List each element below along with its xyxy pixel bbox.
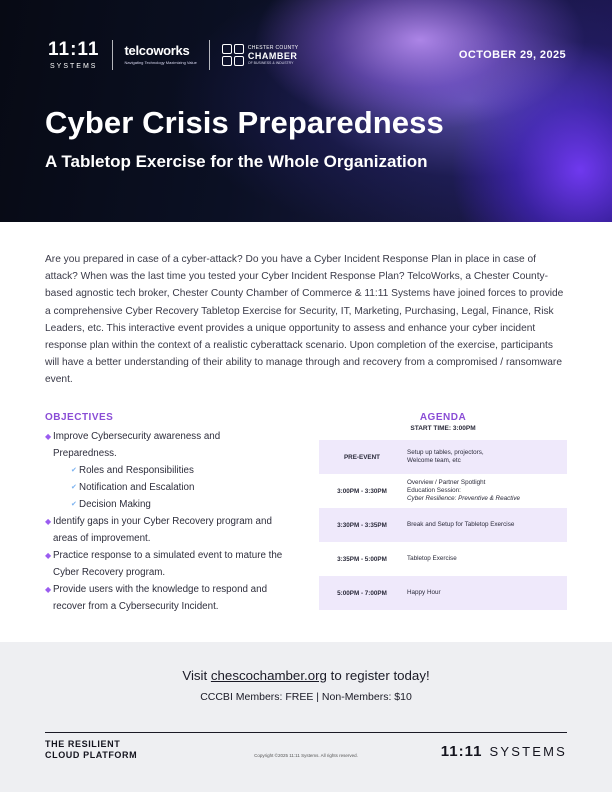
register-link[interactable]: chescochamber.org bbox=[210, 668, 327, 683]
chamber-sub-text: OF BUSINESS & INDUSTRY bbox=[247, 60, 294, 65]
agenda-row bbox=[319, 576, 567, 610]
diamond-bullet-icon: ◆ bbox=[45, 551, 52, 560]
pricing-text: CCCBI Members: FREE | Non-Members: $10 bbox=[200, 691, 412, 703]
objective-sub-item bbox=[53, 462, 285, 479]
agenda-time: 3:35PM - 5:00PM bbox=[337, 555, 387, 563]
cta-suffix: to register today! bbox=[326, 668, 430, 683]
logo-divider bbox=[112, 40, 113, 70]
footer-logo-word: SYSTEMS bbox=[489, 744, 567, 759]
agenda-section bbox=[319, 411, 567, 610]
check-icon: ✔ bbox=[71, 484, 77, 491]
objectives-section bbox=[45, 411, 285, 615]
chamber-building-icon bbox=[222, 44, 244, 66]
agenda-desc-line: Welcome team, etc bbox=[407, 457, 461, 464]
check-icon: ✔ bbox=[71, 467, 77, 474]
agenda-desc-line: Setup up tables, projectors, bbox=[407, 449, 484, 457]
objectives-heading: OBJECTIVES bbox=[45, 412, 114, 423]
page-subtitle: A Tabletop Exercise for the Whole Organization bbox=[45, 152, 428, 171]
agenda-session-title: Cyber Resilience: Preventive & Reactive bbox=[407, 494, 521, 502]
objective-sub-list bbox=[53, 462, 285, 513]
objective-text: Improve Cybersecurity awareness and Preparedness. bbox=[53, 431, 221, 459]
hero-banner bbox=[0, 0, 612, 222]
objective-sub-item bbox=[53, 479, 285, 496]
agenda-desc-line: Education Session: bbox=[407, 487, 461, 495]
objective-text: Practice response to a simulated event to mature the Cyber Recovery program. bbox=[53, 550, 283, 578]
agenda-row bbox=[319, 474, 567, 508]
agenda-time: 3:30PM - 3:35PM bbox=[337, 521, 387, 529]
logo-1111-word: SYSTEMS bbox=[50, 62, 98, 70]
footer-divider bbox=[45, 732, 567, 733]
logo-1111-mark: 11:11 bbox=[48, 38, 100, 60]
footer-band bbox=[0, 642, 612, 792]
agenda-row bbox=[319, 508, 567, 542]
agenda-desc-line: Overview / Partner Spotlight bbox=[407, 479, 486, 487]
objective-sub-text: Notification and Escalation bbox=[79, 482, 195, 493]
agenda-start-time: START TIME: 3:00PM bbox=[410, 425, 476, 432]
logo-telco-tag: Navigating Technology Maximizing Value bbox=[124, 60, 197, 65]
logo-chester-county-chamber bbox=[222, 44, 299, 66]
agenda-desc-line: Tabletop Exercise bbox=[407, 555, 457, 563]
event-date: OCTOBER 29, 2025 bbox=[458, 49, 566, 61]
logo-1111-systems bbox=[48, 40, 100, 71]
objective-item bbox=[45, 581, 285, 615]
intro-paragraph: Are you prepared in case of a cyber-attack? Do you have a Cyber Incident Response Plan in place in case of attack? When was the last time you tested your Cyber Incident Response Plan? TelcoWorks, a Chester County-based agnostic tech broker, Chester County Chamber of Commerce & 11:11 Systems have joined forces to provide a comprehensive Cyber Recovery Tabletop Exercise for Security, IT, Marketing, Purchasing, Legal, Finance, Risk Leaders, etc. This interactive event provides a unique opportunity to assess and enhance your cyber incident response plan within the context of a realistic cyberattack scenario. Upon completion of the exercise, participants will have a better understanding of their ability to manage through and recovery from a compromised / ransomware event. bbox=[45, 254, 564, 386]
agenda-description bbox=[405, 589, 567, 597]
chamber-main-text: CHAMBER bbox=[247, 50, 298, 61]
logo-divider bbox=[209, 40, 210, 70]
objective-text: Identify gaps in your Cyber Recovery program and areas of improvement. bbox=[53, 516, 272, 544]
agenda-description bbox=[405, 449, 567, 465]
objective-sub-item bbox=[53, 496, 285, 513]
tagline-line-1: THE RESILIENT bbox=[45, 739, 121, 749]
objectives-list bbox=[45, 428, 285, 615]
objective-item bbox=[45, 513, 285, 547]
objective-item bbox=[45, 547, 285, 581]
cta-prefix: Visit bbox=[182, 668, 211, 683]
agenda-table bbox=[319, 440, 567, 610]
agenda-description bbox=[405, 479, 567, 502]
agenda-time: 5:00PM - 7:00PM bbox=[337, 589, 387, 597]
agenda-row bbox=[319, 542, 567, 576]
agenda-description bbox=[405, 555, 567, 563]
objective-sub-text: Decision Making bbox=[79, 499, 151, 510]
agenda-time: PRE-EVENT bbox=[343, 453, 381, 461]
copyright-text: Copyright ©2025 11:11 Systems. All rights reserved. bbox=[254, 753, 358, 758]
footer-logo-1111-systems bbox=[441, 743, 567, 760]
footer-logo-mark: 11:11 bbox=[440, 743, 483, 760]
logo-telco-name: telcoworks bbox=[124, 43, 190, 58]
partner-logos bbox=[48, 38, 298, 72]
agenda-row bbox=[319, 440, 567, 474]
register-cta bbox=[0, 667, 612, 685]
agenda-desc-line: Happy Hour bbox=[407, 589, 441, 597]
diamond-bullet-icon: ◆ bbox=[45, 517, 52, 526]
page-title: Cyber Crisis Preparedness bbox=[45, 105, 444, 140]
diamond-bullet-icon: ◆ bbox=[45, 432, 52, 441]
check-icon: ✔ bbox=[71, 501, 77, 508]
agenda-description bbox=[405, 521, 567, 529]
tagline-line-2: CLOUD PLATFORM bbox=[45, 750, 138, 760]
objective-text: Provide users with the knowledge to respond and recover from a Cybersecurity Incident. bbox=[53, 584, 268, 612]
agenda-desc-line: Break and Setup for Tabletop Exercise bbox=[407, 521, 515, 529]
objective-item bbox=[45, 428, 285, 513]
diamond-bullet-icon: ◆ bbox=[45, 585, 52, 594]
objective-sub-text: Roles and Responsibilities bbox=[79, 465, 194, 476]
agenda-time: 3:00PM - 3:30PM bbox=[337, 487, 387, 495]
chamber-top-text: CHESTER COUNTY bbox=[247, 44, 299, 51]
logo-telcoworks bbox=[125, 44, 197, 66]
agenda-heading: AGENDA bbox=[419, 412, 467, 423]
